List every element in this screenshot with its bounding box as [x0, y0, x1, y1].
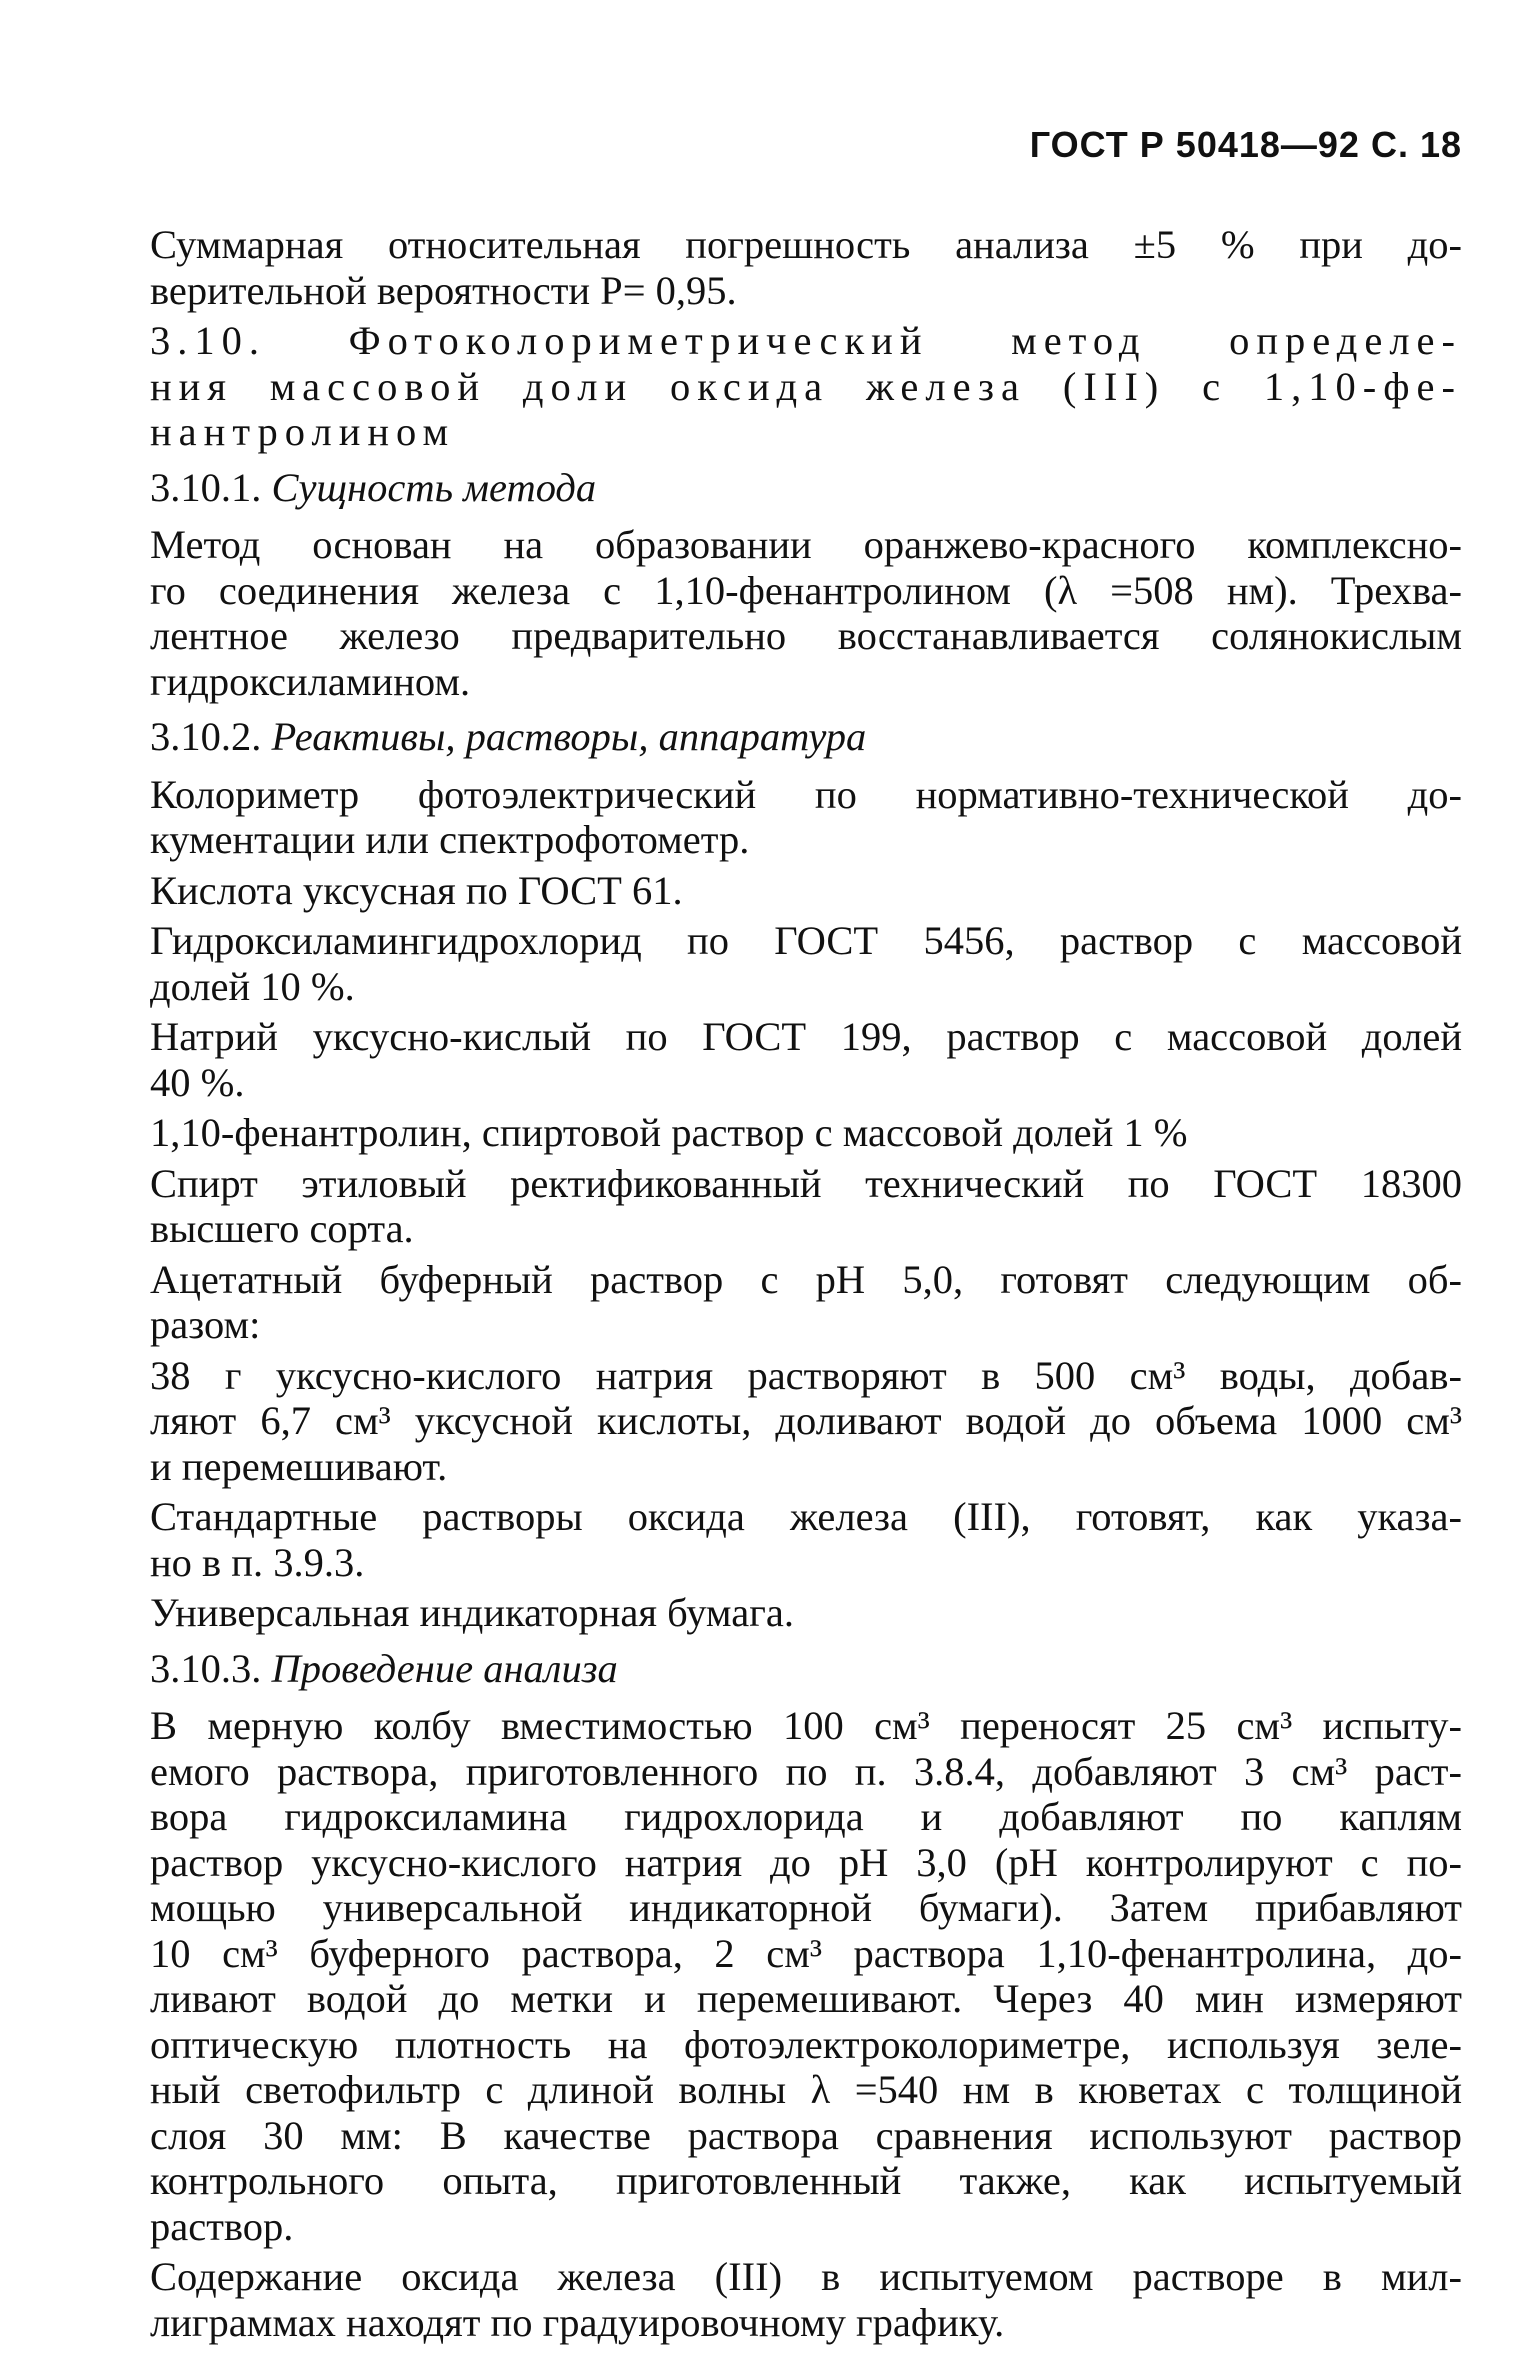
text-line: слоя 30 мм: В качестве раствора сравнения используют раствор — [150, 2112, 1462, 2158]
text-line: оптическую плотность на фотоэлектроколориметре, используя зеле- — [150, 2021, 1462, 2067]
document-body — [150, 222, 1462, 2350]
text-line: вора гидроксиламина гидрохлорида и добавляют по каплям — [150, 1794, 1462, 1839]
text-line: лентное железо предварительно восстанавливается солянокислым — [150, 613, 1462, 658]
text-line: Универсальная индикаторная бумага. — [150, 1590, 794, 1635]
subsection-title: Реактивы, растворы, аппаратура — [271, 714, 867, 759]
reagent-sodium-acetate — [150, 1014, 1462, 1105]
reagent-acetic-acid — [150, 868, 1462, 914]
text-line: Спирт этиловый ректификованный технический по ГОСТ 18300 — [150, 1160, 1462, 1206]
text-line: кументации или спектрофотометр. — [150, 817, 750, 862]
subsection-heading-3-10-2 — [150, 714, 1462, 760]
text-line: Ацетатный буферный раствор с pH 5,0, готовят следующим об- — [150, 1256, 1462, 1302]
text-line: раствор. — [150, 2203, 294, 2249]
paragraph-procedure — [150, 1703, 1462, 2249]
paragraph-error — [150, 222, 1462, 313]
text-line: Гидроксиламингидрохлорид по ГОСТ 5456, раствор с массовой — [150, 918, 1462, 963]
text-line: гидроксиламином. — [150, 658, 471, 704]
text-line: контрольного опыта, приготовленный также, как испытуемый — [150, 2158, 1462, 2203]
reagent-phenanthroline — [150, 1110, 1462, 1156]
subsection-number: 3.10.2. — [150, 714, 262, 759]
section-heading-line: ния массовой доли оксида железа (III) с 1,10-фе- — [150, 363, 1462, 409]
text-line: Стандартные растворы оксида железа (III), готовят, как указа- — [150, 1494, 1462, 1539]
text-line: ный светофильтр с длиной волны λ =540 нм в кюветах с толщиной — [150, 2067, 1462, 2112]
subsection-number: 3.10.3. — [150, 1645, 262, 1691]
text-line: мощью универсальной индикаторной бумаги). Затем прибавляют — [150, 1885, 1462, 1930]
text-line: Метод основан на образовании оранжево-красного комплексно- — [150, 522, 1462, 567]
reagent-indicator-paper — [150, 1590, 1462, 1636]
text-line: верительной вероятности P= 0,95. — [150, 267, 737, 313]
section-heading-3-10 — [150, 318, 1462, 455]
subsection-title: Проведение анализа — [271, 1645, 618, 1691]
text-line: ляют 6,7 см³ уксусной кислоты, доливают водой до объема 1000 см³ — [150, 1398, 1462, 1443]
text-line: Натрий уксусно-кислый по ГОСТ 199, раствор с массовой долей — [150, 1014, 1462, 1059]
text-line: но в п. 3.9.3. — [150, 1539, 365, 1585]
text-line: 38 г уксусно-кислого натрия растворяют в 500 см³ воды, добав- — [150, 1352, 1462, 1398]
reagent-hydroxylamine — [150, 918, 1462, 1009]
text-line: Кислота уксусная по ГОСТ 61. — [150, 867, 683, 913]
text-line: го соединения железа с 1,10-фенантролином (λ =508 нм). Трехва- — [150, 567, 1462, 613]
text-line: Содержание оксида железа (III) в испытуемом растворе в мил- — [150, 2254, 1462, 2299]
text-line: ливают водой до метки и перемешивают. Через 40 мин измеряют — [150, 1976, 1462, 2021]
subsection-number: 3.10.1. — [150, 464, 262, 510]
text-line: разом: — [150, 1302, 261, 1347]
text-line: В мерную колбу вместимостью 100 см³ переносят 25 см³ испыту- — [150, 1703, 1462, 1748]
text-line: высшего сорта. — [150, 1206, 414, 1251]
subsection-title: Сущность метода — [271, 464, 597, 510]
text-line: 10 см³ буферного раствора, 2 см³ раствора 1,10-фенантролина, до- — [150, 1930, 1462, 1976]
section-heading-line: 3.10. Фотоколориметрический метод определе- — [150, 318, 1462, 363]
running-header: ГОСТ Р 50418—92 С. 18 — [1029, 124, 1462, 165]
buffer-preparation — [150, 1353, 1462, 1490]
text-line: 40 %. — [150, 1059, 245, 1105]
text-line: Суммарная относительная погрешность анализа ±5 % при до- — [150, 222, 1462, 267]
subsection-heading-3-10-1 — [150, 465, 1462, 511]
subsection-heading-3-10-3 — [150, 1646, 1462, 1692]
text-line: раствор уксусно-кислого натрия до pH 3,0 (pH контролируют с по- — [150, 1839, 1462, 1885]
text-line: 1,10-фенантролин, спиртовой раствор с массовой долей 1 % — [150, 1110, 1188, 1155]
text-line: и перемешивают. — [150, 1443, 448, 1489]
reagent-acetate-buffer — [150, 1257, 1462, 1348]
text-line: Колориметр фотоэлектрический по нормативно-технической до- — [150, 771, 1462, 817]
section-heading-line: нантролином — [150, 409, 456, 454]
text-line: долей 10 %. — [150, 963, 355, 1009]
paragraph-result — [150, 2254, 1462, 2345]
reagent-standard-solutions — [150, 1494, 1462, 1585]
text-line: лиграммах находят по градуировочному графику. — [150, 2299, 1005, 2345]
text-line: емого раствора, приготовленного по п. 3.8.4, добавляют 3 см³ раст- — [150, 1748, 1462, 1794]
reagent-ethanol — [150, 1161, 1462, 1252]
paragraph-method-essence — [150, 522, 1462, 704]
reagent-colorimeter — [150, 772, 1462, 863]
